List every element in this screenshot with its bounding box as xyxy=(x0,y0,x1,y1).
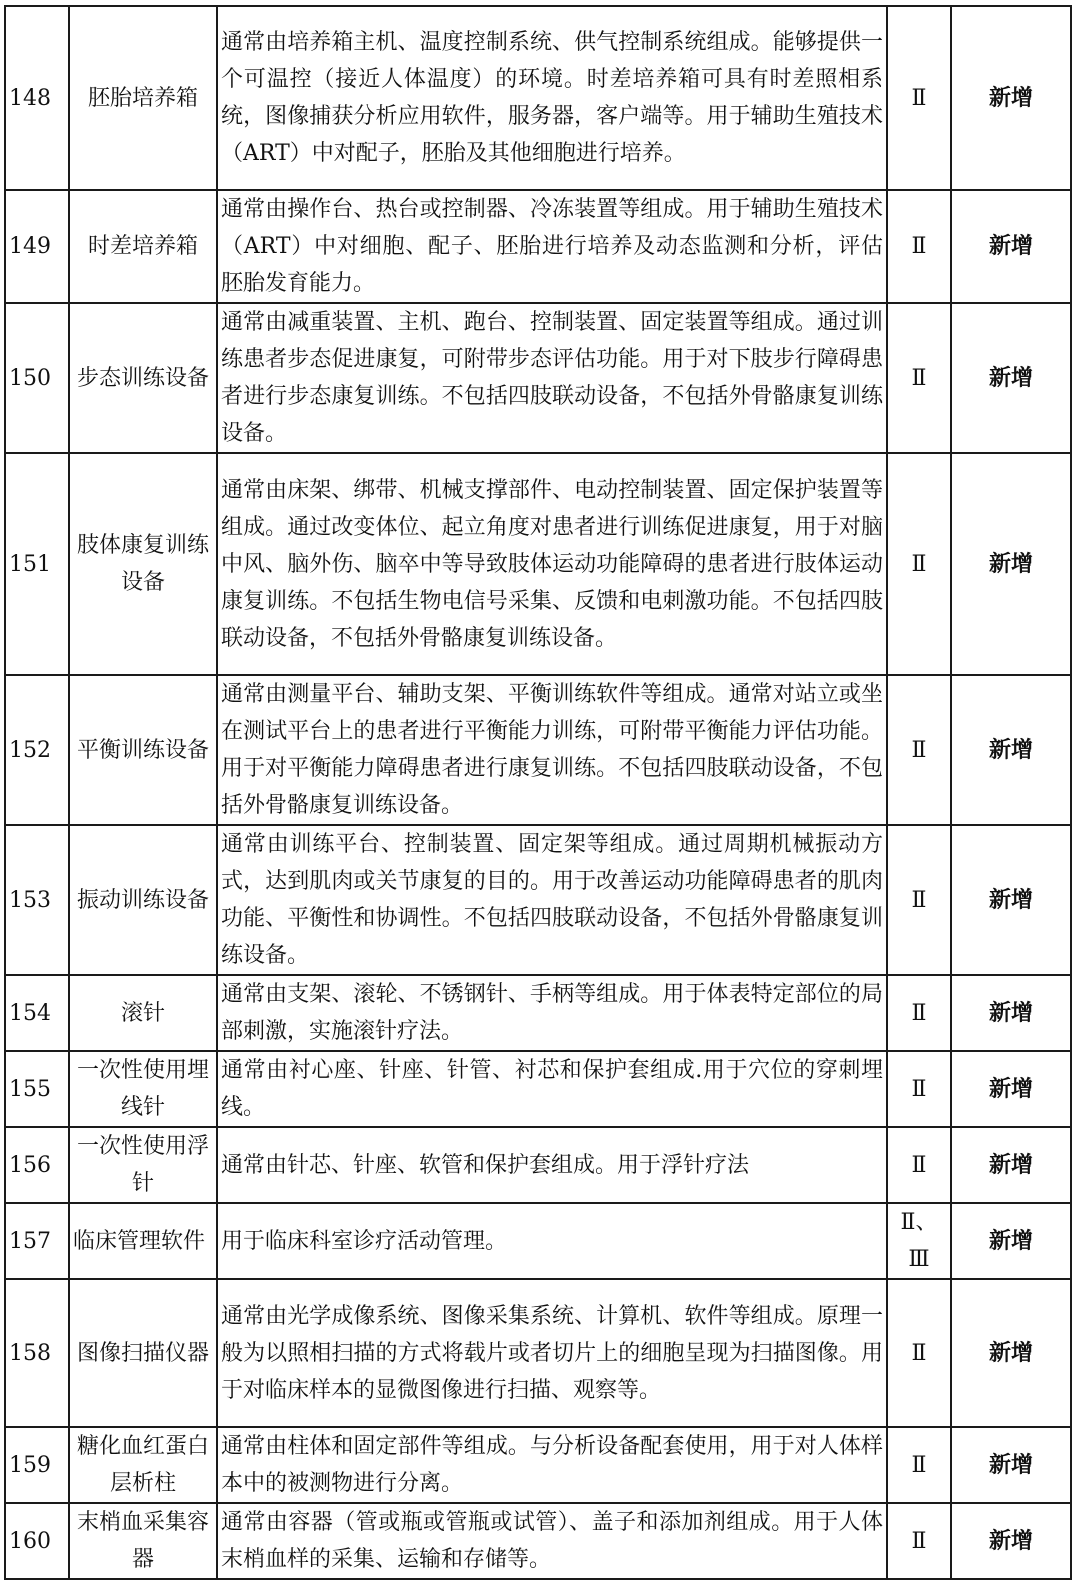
management-class: Ⅱ xyxy=(887,1427,951,1503)
row-number: 150 xyxy=(5,303,69,453)
row-number: 151 xyxy=(5,453,69,675)
management-class: Ⅱ xyxy=(887,1127,951,1203)
row-number: 148 xyxy=(5,6,69,190)
product-description: 通常由光学成像系统、图像采集系统、计算机、软件等组成。原理一般为以照相扫描的方式将载片或者切片上的细胞呈现为扫描图像。用于对临床样本的显微图像进行扫描、观察等。 xyxy=(217,1279,887,1427)
change-type: 新增 xyxy=(951,675,1071,825)
product-description: 用于临床科室诊疗活动管理。 xyxy=(217,1203,887,1279)
change-type: 新增 xyxy=(951,1427,1071,1503)
product-name: 糖化血红蛋白层析柱 xyxy=(69,1427,217,1503)
product-description: 通常由柱体和固定部件等组成。与分析设备配套使用，用于对人体样本中的被测物进行分离。 xyxy=(217,1427,887,1503)
management-class: Ⅱ xyxy=(887,975,951,1051)
table-row xyxy=(5,825,1071,975)
table-row xyxy=(5,1503,1071,1579)
table-row xyxy=(5,1051,1071,1127)
row-number: 149 xyxy=(5,190,69,303)
product-description: 通常由床架、绑带、机械支撑部件、电动控制装置、固定保护装置等组成。通过改变体位、起立角度对患者进行训练促进康复，用于对脑中风、脑外伤、脑卒中等导致肢体运动功能障碍的患者进行肢体运动康复训练。不包括生物电信号采集、反馈和电刺激功能。不包括四肢联动设备，不包括外骨骼康复训练设备。 xyxy=(217,453,887,675)
table-row xyxy=(5,303,1071,453)
management-class: Ⅱ xyxy=(887,675,951,825)
product-name: 一次性使用浮针 xyxy=(69,1127,217,1203)
management-class: Ⅱ xyxy=(887,303,951,453)
table-row xyxy=(5,6,1071,190)
table-row xyxy=(5,975,1071,1051)
product-description: 通常由支架、滚轮、不锈钢针、手柄等组成。用于体表特定部位的局部刺激，实施滚针疗法。 xyxy=(217,975,887,1051)
row-number: 154 xyxy=(5,975,69,1051)
change-type: 新增 xyxy=(951,1127,1071,1203)
product-description: 通常由减重装置、主机、跑台、控制装置、固定装置等组成。通过训练患者步态促进康复，可附带步态评估功能。用于对下肢步行障碍患者进行步态康复训练。不包括四肢联动设备，不包括外骨骼康复训练设备。 xyxy=(217,303,887,453)
table-row xyxy=(5,453,1071,675)
product-name: 步态训练设备 xyxy=(69,303,217,453)
change-type: 新增 xyxy=(951,1051,1071,1127)
management-class: Ⅱ xyxy=(887,1051,951,1127)
row-number: 153 xyxy=(5,825,69,975)
table-row xyxy=(5,190,1071,303)
change-type: 新增 xyxy=(951,303,1071,453)
row-number: 157 xyxy=(5,1203,69,1279)
product-name: 一次性使用埋线针 xyxy=(69,1051,217,1127)
product-description: 通常由培养箱主机、温度控制系统、供气控制系统组成。能够提供一个可温控（接近人体温度）的环境。时差培养箱可具有时差照相系统，图像捕获分析应用软件，服务器，客户端等。用于辅助生殖技术（ART）中对配子，胚胎及其他细胞进行培养。 xyxy=(217,6,887,190)
table-row xyxy=(5,1203,1071,1279)
management-class: Ⅱ、Ⅲ xyxy=(887,1203,951,1279)
product-description: 通常由针芯、针座、软管和保护套组成。用于浮针疗法 xyxy=(217,1127,887,1203)
product-name: 滚针 xyxy=(69,975,217,1051)
product-name: 末梢血采集容器 xyxy=(69,1503,217,1579)
change-type: 新增 xyxy=(951,825,1071,975)
product-description: 通常由容器（管或瓶或管瓶或试管）、盖子和添加剂组成。用于人体末梢血样的采集、运输和存储等。 xyxy=(217,1503,887,1579)
change-type: 新增 xyxy=(951,1503,1071,1579)
change-type: 新增 xyxy=(951,975,1071,1051)
change-type: 新增 xyxy=(951,190,1071,303)
row-number: 155 xyxy=(5,1051,69,1127)
change-type: 新增 xyxy=(951,453,1071,675)
management-class: Ⅱ xyxy=(887,1279,951,1427)
product-name: 平衡训练设备 xyxy=(69,675,217,825)
product-name: 时差培养箱 xyxy=(69,190,217,303)
table-row xyxy=(5,1427,1071,1503)
row-number: 152 xyxy=(5,675,69,825)
change-type: 新增 xyxy=(951,1203,1071,1279)
management-class: Ⅱ xyxy=(887,1503,951,1579)
table-row xyxy=(5,675,1071,825)
product-description: 通常由测量平台、辅助支架、平衡训练软件等组成。通常对站立或坐在测试平台上的患者进行平衡能力训练，可附带平衡能力评估功能。用于对平衡能力障碍患者进行康复训练。不包括四肢联动设备，不包括外骨骼康复训练设备。 xyxy=(217,675,887,825)
catalog-table xyxy=(4,5,1072,1580)
management-class: Ⅱ xyxy=(887,190,951,303)
row-number: 156 xyxy=(5,1127,69,1203)
product-name: 振动训练设备 xyxy=(69,825,217,975)
table-row xyxy=(5,1279,1071,1427)
product-name: 图像扫描仪器 xyxy=(69,1279,217,1427)
change-type: 新增 xyxy=(951,1279,1071,1427)
product-name: 胚胎培养箱 xyxy=(69,6,217,190)
product-name: 肢体康复训练设备 xyxy=(69,453,217,675)
product-description: 通常由训练平台、控制装置、固定架等组成。通过周期机械振动方式，达到肌肉或关节康复的目的。用于改善运动功能障碍患者的肌肉功能、平衡性和协调性。不包括四肢联动设备，不包括外骨骼康复训练设备。 xyxy=(217,825,887,975)
management-class: Ⅱ xyxy=(887,6,951,190)
management-class: Ⅱ xyxy=(887,453,951,675)
row-number: 158 xyxy=(5,1279,69,1427)
row-number: 159 xyxy=(5,1427,69,1503)
row-number: 160 xyxy=(5,1503,69,1579)
management-class: Ⅱ xyxy=(887,825,951,975)
product-name: 临床管理软件 xyxy=(69,1203,217,1279)
table-row xyxy=(5,1127,1071,1203)
change-type: 新增 xyxy=(951,6,1071,190)
product-description: 通常由衬心座、针座、针管、衬芯和保护套组成.用于穴位的穿刺埋线。 xyxy=(217,1051,887,1127)
product-description: 通常由操作台、热台或控制器、冷冻装置等组成。用于辅助生殖技术（ART）中对细胞、配子、胚胎进行培养及动态监测和分析，评估胚胎发育能力。 xyxy=(217,190,887,303)
